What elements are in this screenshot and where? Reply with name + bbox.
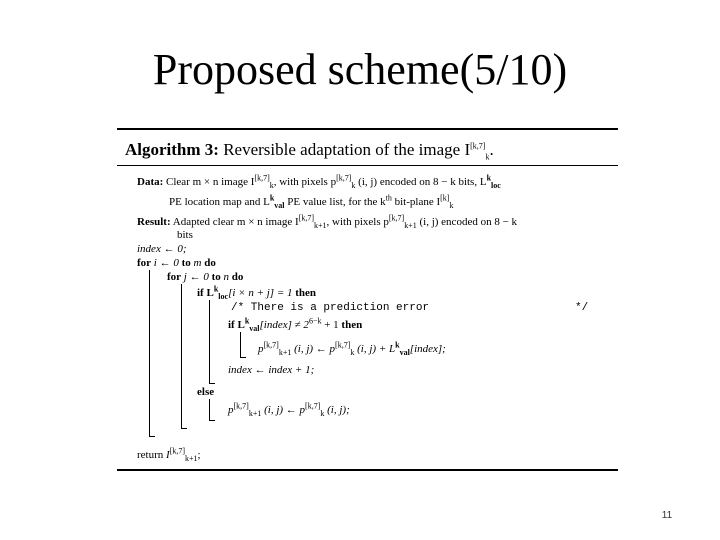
result-line-2: bits [177, 229, 193, 241]
result-line1-sup: [k,7] [298, 213, 315, 223]
if-val-block-bar [240, 332, 241, 358]
algorithm-heading-rule [117, 165, 618, 166]
result-line1-sub: k+1 [314, 221, 327, 231]
for-i-m: m [193, 257, 202, 269]
code-if-loc [197, 284, 317, 302]
assign2-p: p [228, 404, 234, 416]
algorithm-top-rule [117, 128, 618, 130]
if-val-block-foot [240, 357, 246, 358]
data-line1-L-sub: loc [491, 181, 501, 191]
result-line1-rest: , with pixels p [326, 216, 389, 228]
data-line2-I-sub: k [449, 201, 454, 211]
assign2-end: (i, j); [327, 404, 350, 416]
slide-title: Proposed scheme(5/10) [152, 45, 568, 94]
if-val-tail: + 1 [324, 319, 339, 331]
if-val-exponent: 6−k [308, 316, 322, 326]
if-loc-sub: loc [218, 292, 229, 302]
data-line1-p-sub: k [351, 181, 356, 191]
algorithm-heading-label: Algorithm 3: [125, 140, 219, 159]
code-return [137, 446, 201, 464]
for-j-to: to [211, 271, 221, 283]
assign1-p: p [258, 343, 264, 355]
if-val-L: L [237, 319, 245, 331]
data-line-2 [169, 193, 454, 211]
result-label: Result: [137, 216, 171, 228]
data-line2-th: th [385, 193, 392, 203]
data-line1-sub: k [269, 181, 274, 191]
return-I: I [166, 449, 170, 461]
data-line2-L-sub: val [274, 201, 285, 211]
algorithm-heading [125, 140, 494, 160]
assign2-mid: (i, j) ← p [264, 404, 306, 416]
assign2-sup: [k,7] [233, 401, 249, 411]
assign2-p2-sub: k [320, 409, 325, 419]
if-loc-keyword: if [197, 287, 204, 299]
assign1-L-sub: val [399, 348, 410, 358]
code-for-i [137, 257, 216, 270]
if-loc-block-bar [209, 300, 210, 384]
code-if-val [228, 316, 363, 334]
data-line1-L-sup: k [486, 173, 492, 183]
return-sup: [k,7] [169, 446, 186, 456]
code-assign-1 [258, 340, 446, 358]
assign1-p2-sub: k [350, 348, 355, 358]
result-line1-text: Adapted clear m × n image I [172, 216, 299, 228]
if-loc-then: then [295, 287, 317, 299]
data-line1-text: Clear m × n image I [166, 176, 255, 188]
assign1-end: [index]; [409, 343, 446, 355]
for-i-keyword: for [137, 257, 152, 269]
heading-superscript: [k,7] [470, 141, 486, 151]
code-assign-2 [228, 401, 350, 419]
data-line1-sup: [k,7] [254, 173, 270, 183]
assign1-sub: k+1 [278, 348, 292, 358]
code-index-init: index ← 0; [137, 243, 187, 255]
data-line2-text: PE location map and L [169, 196, 270, 208]
algorithm-heading-text: Reversible adaptation of the image I [223, 140, 471, 159]
code-index-increment: index ← index + 1; [228, 364, 315, 376]
assign1-tail: (i, j) + L [357, 343, 396, 355]
for-j-keyword: for [167, 271, 182, 283]
assign1-mid: (i, j) ← p [294, 343, 336, 355]
assign2-sub: k+1 [248, 409, 262, 419]
if-loc-L: L [206, 287, 214, 299]
return-sub: k+1 [185, 454, 198, 464]
code-for-j [167, 271, 243, 284]
for-i-body: i ← 0 [153, 257, 179, 269]
result-line1-p-sup: [k,7] [388, 213, 405, 223]
assign1-L-sup: k [395, 340, 400, 350]
heading-subscript: k [485, 152, 490, 162]
return-keyword: return [137, 449, 164, 461]
code-comment-end: */ [575, 302, 589, 314]
result-line1-p-sub: k+1 [404, 221, 417, 231]
if-val-then: then [341, 319, 363, 331]
if-loc-sup: k [213, 284, 219, 294]
for-i-to: to [181, 257, 191, 269]
assign1-sup: [k,7] [263, 340, 279, 350]
if-loc-block-foot [209, 383, 215, 384]
page-number: 11 [661, 510, 673, 521]
data-label: Data: [137, 176, 164, 188]
result-line1-tail: (i, j) encoded on 8 − k [419, 216, 518, 228]
for-i-do: do [204, 257, 216, 269]
return-end: ; [197, 449, 201, 461]
else-block-foot [209, 420, 215, 421]
if-val-keyword: if [228, 319, 235, 331]
else-block-bar [209, 399, 210, 421]
heading-end: . [489, 140, 494, 159]
assign2-p2-sup: [k,7] [305, 401, 321, 411]
if-val-sub: val [249, 324, 260, 334]
code-comment: /* There is a prediction error [231, 302, 430, 314]
for-i-block-foot [149, 436, 155, 437]
for-j-block-bar [181, 284, 182, 429]
data-line2-rest: PE value list, for the k [287, 196, 386, 208]
for-j-block-foot [181, 428, 187, 429]
data-line2-L-sup: k [269, 193, 275, 203]
code-else: else [197, 386, 215, 398]
result-line-1 [137, 213, 518, 231]
for-j-n: n [223, 271, 230, 283]
data-line1-p-sup: [k,7] [336, 173, 352, 183]
data-line-1 [137, 173, 501, 191]
assign1-p2-sup: [k,7] [335, 340, 351, 350]
for-j-do: do [231, 271, 244, 283]
data-line1-tail: (i, j) encoded on 8 − k bits, L [358, 176, 487, 188]
data-line1-rest: , with pixels p [273, 176, 337, 188]
data-line2-I-sup: [k] [440, 193, 450, 203]
algorithm-bottom-rule [117, 469, 618, 471]
for-j-body: j ← 0 [183, 271, 209, 283]
if-loc-condition: [i × n + j] = 1 [228, 287, 293, 299]
for-i-block-bar [149, 270, 150, 437]
if-val-sup: k [244, 316, 250, 326]
data-line2-tail: bit-plane I [394, 196, 441, 208]
if-val-condition: [index] ≠ 2 [259, 319, 309, 331]
